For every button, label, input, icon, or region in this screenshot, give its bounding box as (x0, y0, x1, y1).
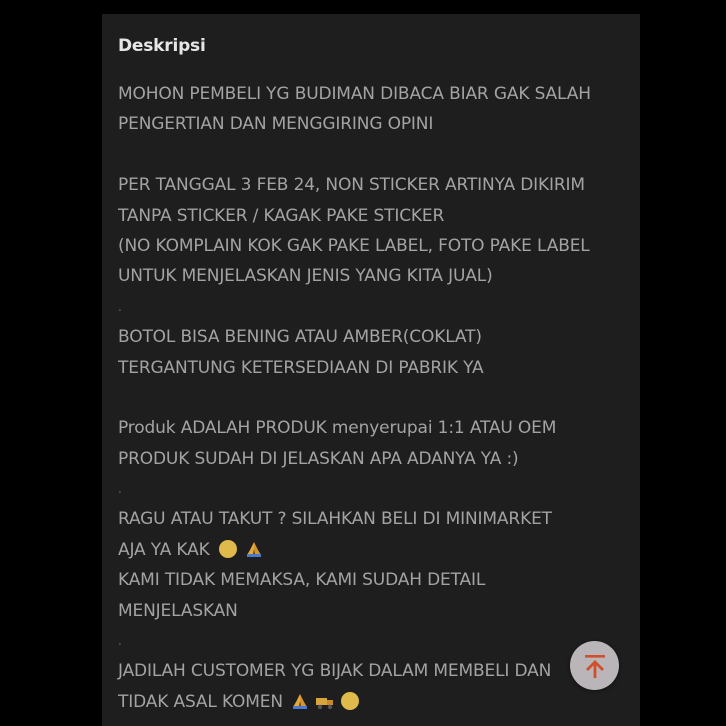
truck-icon (315, 692, 335, 710)
folded-hands-icon (244, 540, 264, 558)
description-line-with-emoji (118, 687, 630, 717)
description-text: AJA YA KAK (118, 539, 210, 560)
description-line-with-emoji (118, 535, 630, 565)
description-line: RAGU ATAU TAKUT ? SILAHKAN BELI DI MINIMARKET (118, 509, 552, 530)
folded-hands-icon (290, 692, 310, 710)
description-line: BOTOL BISA BENING ATAU AMBER(COKLAT) (118, 327, 482, 348)
description-line: MOHON PEMBELI YG BUDIMAN DIBACA BIAR GAK SALAH (118, 84, 591, 104)
description-line: UNTUK MENJELASKAN JENIS YANG KITA JUAL) (118, 266, 493, 287)
description-line: Produk ADALAH PRODUK menyerupai 1:1 ATAU OEM (118, 418, 557, 439)
description-line: KAMI TIDAK MEMAKSA, KAMI SUDAH DETAIL (118, 570, 486, 591)
scroll-to-top-button[interactable] (570, 641, 619, 690)
description-text: TIDAK ASAL KOMEN (118, 691, 283, 712)
description-panel (102, 14, 640, 726)
description-body (118, 79, 630, 717)
description-line: PRODUK SUDAH DI JELASKAN APA ADANYA YA :) (118, 448, 519, 469)
description-line: JADILAH CUSTOMER YG BIJAK DALAM MEMBELI DAN (118, 661, 552, 682)
blank-line (118, 140, 630, 170)
separator-dot: . (118, 482, 122, 497)
separator-dot: . (118, 634, 122, 649)
description-line: PENGERTIAN DAN MENGGIRING OPINI (118, 114, 434, 135)
description-line: PER TANGGAL 3 FEB 24, NON STICKER ARTINYA DIKIRIM (118, 175, 585, 196)
description-line: TERGANTUNG KETERSEDIAAN DI PABRIK YA (118, 357, 484, 378)
separator-dot: . (118, 299, 122, 314)
description-line: MENJELASKAN (118, 600, 238, 621)
arrow-up-to-top-icon (580, 651, 610, 681)
grinning-face-icon (341, 692, 359, 710)
description-line: (NO KOMPLAIN KOK GAK PAKE LABEL, FOTO PAKE LABEL (118, 235, 590, 256)
grinning-face-icon (219, 540, 237, 558)
blank-line (118, 383, 630, 413)
description-line: TANPA STICKER / KAGAK PAKE STICKER (118, 205, 445, 226)
section-title: Deskripsi (118, 36, 206, 56)
